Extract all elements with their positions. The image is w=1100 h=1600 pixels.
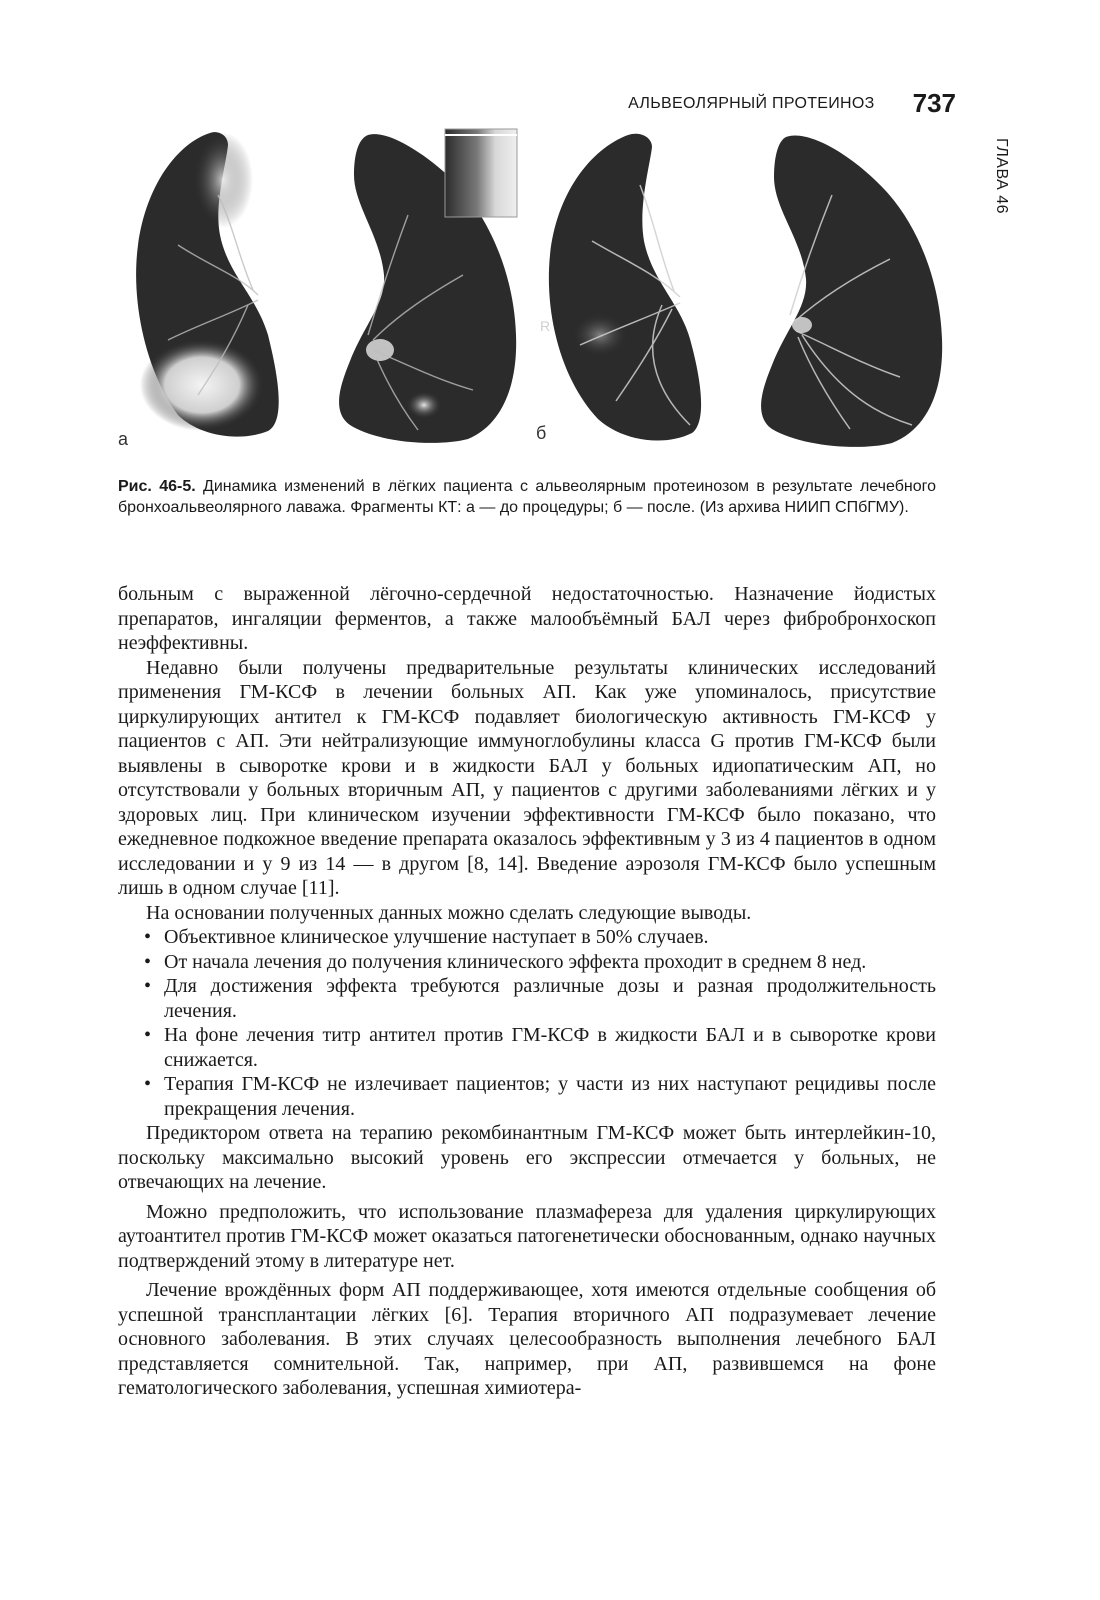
ct-image-before bbox=[118, 125, 528, 455]
panel-a-label: а bbox=[118, 429, 129, 449]
list-item: • Терапия ГМ-КСФ не излечивает пациентов; у части из них наступают рецидивы после прекращения лечения. bbox=[118, 1072, 936, 1121]
figure-46-5 bbox=[118, 125, 948, 455]
list-item: • На фоне лечения титр антител против ГМ-КСФ в жидкости БАЛ и в сыворотке крови снижается. bbox=[118, 1023, 936, 1072]
panel-b-marker: R bbox=[540, 318, 551, 334]
paragraph-2: Недавно были получены предварительные результаты клинических исследований применения ГМ-КСФ в лечении больных АП. Как уже упоминалось, присутствие циркулирующих антител к ГМ-КСФ подавляет биологическую активность ГМ-КСФ у пациентов с АП. Эти нейтрализующие иммуноглобулины класса G против ГМ-КСФ были выявлены в сыворотке крови и в жидкости БАЛ у больных идиопатическим АП, но отсутствовали у больных вторичным АП, у пациентов с другими заболеваниями лёгких и у здоровых лиц. При клиническом изучении эффективности ГМ-КСФ было показано, что ежедневное подкожное введение препарата оказалось эффективным у 3 из 4 пациентов в одном исследовании и у 9 из 14 — в другом [8, 14]. Введение аэрозоля ГМ-КСФ было успешным лишь в одном случае [11]. bbox=[118, 656, 936, 899]
list-item: • Объективное клиническое улучшение наступает в 50% случаев. bbox=[118, 925, 936, 950]
paragraph-5: Можно предположить, что использование плазмафереза для удаления циркулирующих аутоантител против ГМ-КСФ может оказаться патогенетически обоснованным, однако научных подтверждений этому в литературе нет. bbox=[118, 1200, 936, 1272]
figure-caption-text: Динамика изменений в лёгких пациента с альвеолярным протеинозом в результате лечебного бронхоальвеолярного лаважа. Фрагменты КТ: а — до процедуры; б — после. (Из архива НИИП СПбГМУ). bbox=[118, 478, 936, 516]
running-title: АЛЬВЕОЛЯРНЫЙ ПРОТЕИНОЗ bbox=[628, 94, 875, 112]
paragraph-4: Предиктором ответа на терапию рекомбинантным ГМ-КСФ может быть интерлейкин-10, поскольку максимально высокий уровень его экспрессии отмечается у больных, не отвечающих на лечение. bbox=[118, 1122, 936, 1193]
figure-caption-label: Рис. 46-5. bbox=[118, 478, 196, 495]
figure-caption bbox=[118, 476, 936, 518]
chapter-tab: ГЛАВА 46 bbox=[993, 138, 1010, 214]
page-number: 737 bbox=[912, 88, 956, 118]
running-head bbox=[0, 88, 956, 119]
list-item: • Для достижения эффекта требуются различные дозы и разная продолжительность лечения. bbox=[118, 974, 936, 1023]
body-text bbox=[118, 582, 936, 1401]
conclusions-list bbox=[118, 925, 936, 1121]
paragraph-1: больным с выраженной лёгочно-сердечной недостаточностью. Назначение йодистых препаратов, ингаляции ферментов, а также малообъёмный БАЛ через фибробронхоскоп неэффективны. bbox=[118, 583, 936, 654]
panel-b-label: б bbox=[536, 423, 547, 443]
ct-image-after bbox=[536, 125, 948, 455]
paragraph-6: Лечение врождённых форм АП поддерживающее, хотя имеются отдельные сообщения об успешной трансплантации лёгких [6]. Терапия вторичного АП подразумевает лечение основного заболевания. В этих случаях целесообразность выполнения лечебного БАЛ представляется сомнительной. Так, например, при АП, развившемся на фоне гематологического заболевания, успешная химиотера- bbox=[118, 1279, 936, 1399]
list-item: • От начала лечения до получения клинического эффекта проходит в среднем 8 нед. bbox=[118, 950, 936, 975]
paragraph-3: На основании полученных данных можно сделать следующие выводы. bbox=[146, 901, 752, 924]
